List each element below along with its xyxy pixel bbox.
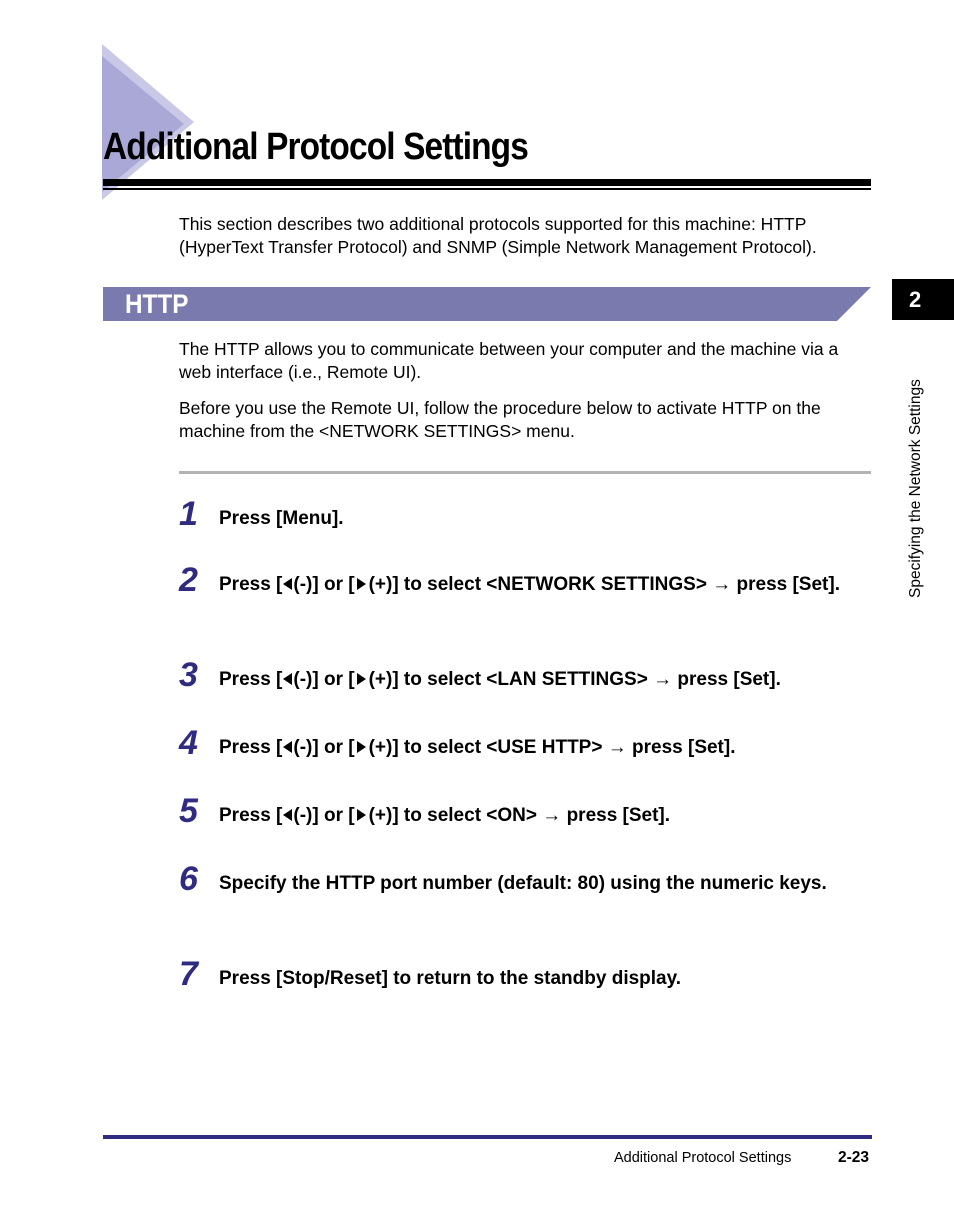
step-text-part: (-)] or [ (293, 669, 355, 690)
left-triangle-icon (283, 673, 292, 685)
chapter-tab: 2 (892, 279, 954, 320)
right-arrow-icon: → (542, 805, 562, 826)
right-triangle-icon (357, 673, 366, 685)
left-triangle-icon (283, 741, 292, 753)
step-number: 7 (179, 955, 198, 993)
left-triangle-icon (283, 809, 292, 821)
page-title: Additional Protocol Settings (103, 126, 528, 168)
step-text: Specify the HTTP port number (default: 80) using the numeric keys. (219, 873, 827, 894)
right-triangle-icon (357, 809, 366, 821)
step-text-part: (-)] or [ (293, 737, 355, 758)
footer-rule (103, 1135, 872, 1139)
right-arrow-icon: → (653, 669, 673, 690)
step-text-part: press [Set]. (632, 737, 736, 758)
left-triangle-icon (283, 578, 292, 590)
step-text-part: (+)] to select <ON> (368, 805, 537, 826)
step-text-part: press [Set]. (677, 669, 781, 690)
step-number: 3 (179, 656, 198, 694)
intro-paragraph: This section describes two additional protocols supported for this machine: HTTP (HyperText Transfer Protocol) and SNMP (Simple Network Management Protocol). (179, 214, 817, 257)
section-heading: HTTP (125, 289, 189, 319)
step-text-part: Press [ (219, 737, 283, 758)
step-number: 2 (179, 561, 198, 599)
http-paragraph-2: Before you use the Remote UI, follow the procedure below to activate HTTP on the machine from the <NETWORK SETTINGS> menu. (179, 398, 821, 441)
step-number: 5 (179, 792, 198, 830)
step-number: 6 (179, 860, 198, 898)
step-text-part: (+)] to select <NETWORK SETTINGS> (368, 574, 707, 595)
step-text-part: Press [ (219, 669, 283, 690)
right-arrow-icon: → (712, 574, 732, 595)
step-text (219, 667, 864, 693)
right-triangle-icon (357, 578, 366, 590)
chapter-title-vertical: Specifying the Network Settings (907, 379, 924, 598)
step-text-part: Press [ (219, 805, 283, 826)
step-text-part: Press [ (219, 574, 283, 595)
step-number: 1 (179, 495, 198, 533)
steps-divider (179, 471, 871, 474)
step-text (219, 735, 864, 761)
step-text-part: (+)] to select <LAN SETTINGS> (368, 669, 648, 690)
step-text-part: press [Set]. (736, 574, 840, 595)
section-banner (103, 287, 871, 321)
right-arrow-icon: → (607, 737, 627, 758)
page-number: 2-23 (838, 1149, 870, 1166)
title-rule-thin (103, 188, 871, 190)
step-text: Press [Stop/Reset] to return to the standby display. (219, 968, 682, 989)
step-text-part: (-)] or [ (293, 574, 355, 595)
step-text-part: press [Set]. (566, 805, 671, 826)
step-text-part: (+)] to select <USE HTTP> (368, 737, 603, 758)
step-text (219, 572, 864, 598)
http-paragraph-1: The HTTP allows you to communicate between your computer and the machine via a web interface (i.e., Remote UI). (179, 339, 839, 382)
right-triangle-icon (357, 741, 366, 753)
title-rule (103, 179, 871, 186)
step-text: Press [Menu]. (219, 508, 344, 529)
step-text (219, 803, 864, 829)
step-text-part: (-)] or [ (293, 805, 355, 826)
footer-title: Additional Protocol Settings (614, 1150, 792, 1166)
step-number: 4 (179, 724, 198, 762)
